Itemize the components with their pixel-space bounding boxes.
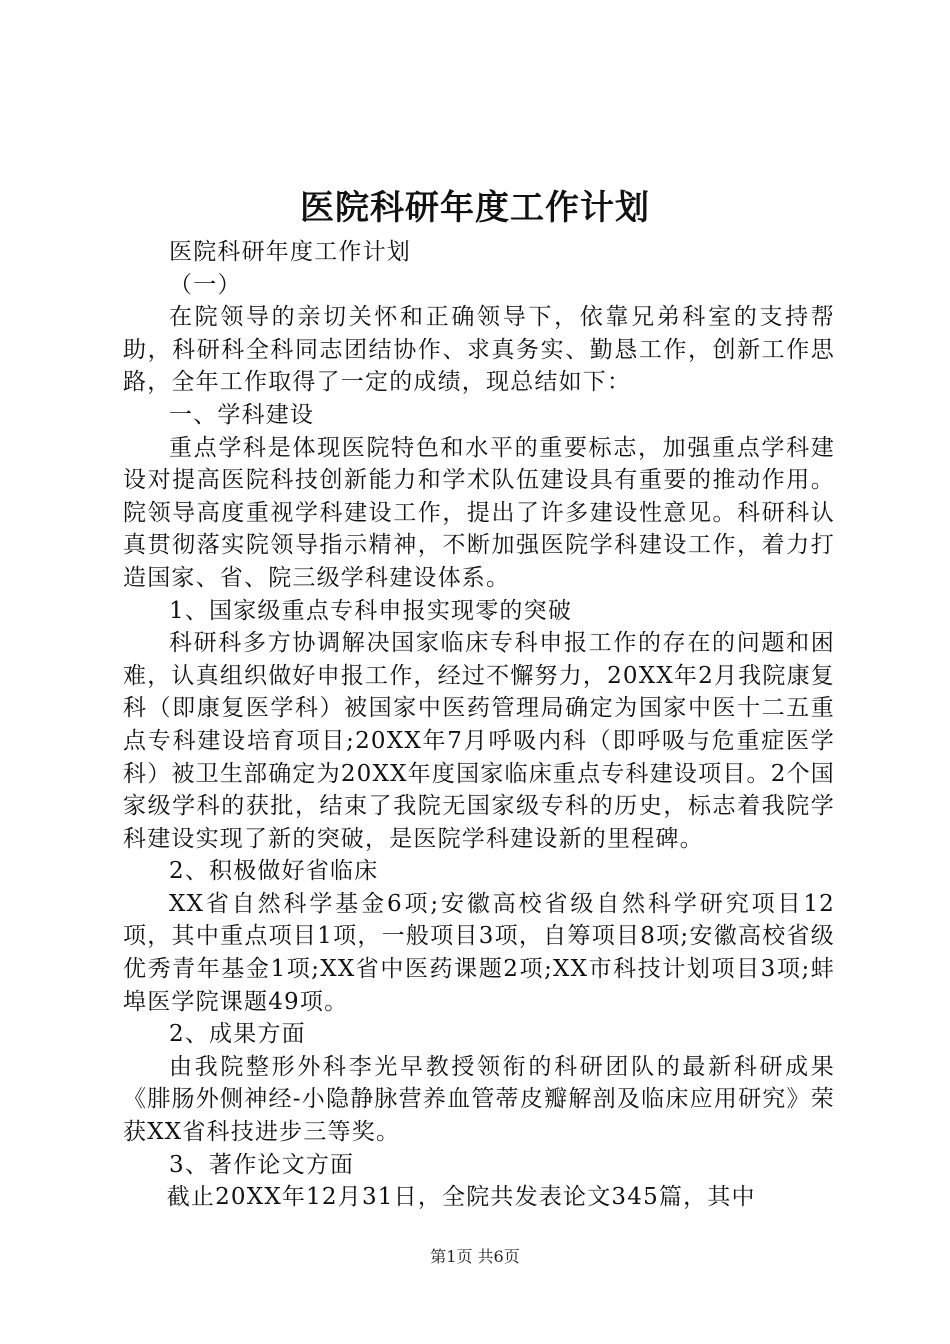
section-number-paragraph: （一） [169, 271, 242, 298]
achievements-paragraph: 由我院整形外科李光早教授领衔的科研团队的最新科研成果《腓肠外侧神经-小隐静脉营养血管蒂皮瓣解剖及临床应用研究》荣获XX省科技进步三等奖。 [123, 1053, 835, 1146]
intro-paragraph: 在院领导的亲切关怀和正确领导下，依靠兄弟科室的支持帮助，科研科全科同志团结协作、求真务实、勤恳工作，创新工作思路，全年工作取得了一定的成绩，现总结如下： [123, 304, 835, 396]
national-specialty-paragraph: 科研科多方协调解决国家临床专科申报工作的存在的问题和困难，认真组织做好申报工作，经过不懈努力，20XX年2月我院康复科（即康复医学科）被国家中医药管理局确定为国家中医十二五重点专科建设培育项目;20XX年7月呼吸内科（即呼吸与危重症医学科）被卫生部确定为20XX年度国家临床重点专科建设项目。2个国家级学科的获批，结束了我院无国家级专科的历史，标志着我院学科建设实现了新的突破，是医院学科建设新的里程碑。 [123, 630, 835, 852]
document-body [123, 236, 835, 1214]
page-footer: 第1页 共6页 [430, 1247, 520, 1266]
provincial-projects-paragraph: XX省自然科学基金6项;安徽高校省级自然科学研究项目12项，其中重点项目1项，一般项目3项，自筹项目8项;安徽高校省级优秀青年基金1项;XX省中医药课题2项;XX市科技计划项目3项;蚌埠医学院课题49项。 [123, 890, 835, 1015]
section-heading-discipline: 一、学科建设 [169, 401, 315, 428]
subheading-publications: 3、著作论文方面 [169, 1151, 355, 1178]
subtitle-paragraph: 医院科研年度工作计划 [169, 239, 411, 265]
document-title: 医院科研年度工作计划 [300, 188, 650, 228]
discipline-paragraph: 重点学科是体现医院特色和水平的重要标志，加强重点学科建设对提高医院科技创新能力和学术队伍建设具有重要的推动作用。院领导高度重视学科建设工作，提出了许多建设性意见。科研科认真贯彻落实院领导指示精神，不断加强医院学科建设工作，着力打造国家、省、院三级学科建设体系。 [123, 434, 835, 591]
subheading-national-specialty: 1、国家级重点专科申报实现零的突破 [169, 597, 573, 624]
subheading-achievements: 2、成果方面 [169, 1021, 306, 1048]
subheading-provincial-clinical: 2、积极做好省临床 [169, 858, 379, 885]
publications-paragraph: 截止20XX年12月31日，全院共发表论文345篇，其中 [166, 1184, 756, 1211]
